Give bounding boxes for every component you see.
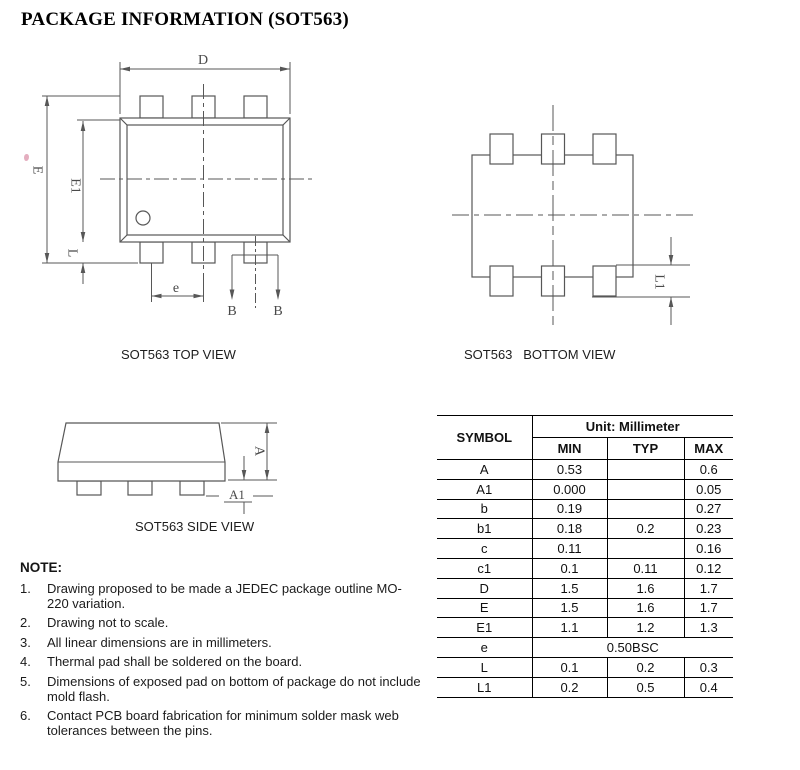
note-item bbox=[20, 655, 428, 670]
table-row: b1 0.18 0.2 0.23 bbox=[437, 519, 733, 539]
bottom-view-drawing bbox=[452, 105, 693, 325]
note-number: 6. bbox=[20, 708, 31, 724]
dimension-L bbox=[65, 249, 86, 284]
label-D: D bbox=[197, 53, 209, 68]
note-number: 2. bbox=[20, 615, 31, 631]
note-text: Thermal pad shall be soldered on the board. bbox=[47, 654, 303, 670]
page-title: PACKAGE INFORMATION (SOT563) bbox=[21, 9, 349, 30]
note-text: Dimensions of exposed pad on bottom of package do not include mold flash. bbox=[47, 673, 421, 704]
table-row: A 0.53 0.6 bbox=[437, 460, 733, 480]
top-view-drawing bbox=[30, 53, 313, 319]
table-row: A1 0.000 0.05 bbox=[437, 479, 733, 499]
notes-heading: NOTE: bbox=[20, 560, 62, 575]
note-number: 4. bbox=[20, 654, 31, 670]
side-view-drawing bbox=[58, 423, 277, 514]
dimension-E1 bbox=[68, 120, 121, 242]
unit-header: Unit: Millimeter bbox=[532, 416, 733, 438]
label-B-left: B bbox=[227, 304, 237, 319]
table-row: c1 0.1 0.11 0.12 bbox=[437, 558, 733, 578]
label-L1: L1 bbox=[651, 274, 667, 290]
note-item bbox=[20, 582, 428, 611]
col-header-symbol: SYMBOL bbox=[437, 416, 532, 460]
note-text: Contact PCB board fabrication for minimum solder mask web tolerances between the pins. bbox=[47, 708, 399, 738]
table-row: c 0.11 0.16 bbox=[437, 539, 733, 559]
note-text: Drawing not to scale. bbox=[47, 615, 169, 631]
note-item bbox=[20, 709, 428, 738]
table-row: L 0.1 0.2 0.3 bbox=[437, 657, 733, 677]
col-header-min: MIN bbox=[532, 438, 607, 460]
label-E: E bbox=[29, 165, 45, 175]
side-view-caption: SOT563 SIDE VIEW bbox=[135, 519, 255, 534]
dimension-A bbox=[221, 423, 277, 480]
label-B-right: B bbox=[273, 304, 283, 319]
label-E1: E1 bbox=[67, 178, 83, 194]
table-row: E 1.5 1.6 1.7 bbox=[437, 598, 733, 618]
col-header-max: MAX bbox=[684, 438, 733, 460]
table-row: E1 1.1 1.2 1.3 bbox=[437, 618, 733, 638]
note-item bbox=[20, 616, 428, 631]
bottom-view-centerlines bbox=[452, 105, 693, 325]
label-e: e bbox=[172, 281, 180, 296]
note-item bbox=[20, 675, 428, 704]
side-view-body bbox=[58, 423, 225, 481]
note-text: Drawing proposed to be made a JEDEC package outline MO-220 variation. bbox=[47, 581, 402, 611]
notes-section bbox=[20, 560, 428, 743]
table-row-e: e 0.50BSC bbox=[437, 638, 733, 658]
note-number: 1. bbox=[20, 581, 31, 596]
col-header-typ: TYP bbox=[607, 438, 684, 460]
note-number: 5. bbox=[20, 673, 31, 689]
note-number: 3. bbox=[20, 634, 31, 650]
dimension-table bbox=[437, 415, 733, 698]
table-row: D 1.5 1.6 1.7 bbox=[437, 578, 733, 598]
label-A: A bbox=[251, 445, 267, 457]
top-view-body bbox=[120, 118, 290, 242]
note-text: All linear dimensions are in millimeters. bbox=[47, 634, 272, 650]
top-view-caption: SOT563 TOP VIEW bbox=[121, 347, 236, 362]
note-item bbox=[20, 636, 428, 651]
table-row: L1 0.2 0.5 0.4 bbox=[437, 677, 733, 697]
label-L: L bbox=[64, 248, 80, 258]
bottom-view-caption: SOT563 BOTTOM VIEW bbox=[464, 347, 616, 362]
side-view-pins bbox=[77, 481, 204, 495]
table-row: b 0.19 0.27 bbox=[437, 499, 733, 519]
dimension-e bbox=[152, 263, 204, 302]
label-A1: A1 bbox=[229, 487, 245, 502]
